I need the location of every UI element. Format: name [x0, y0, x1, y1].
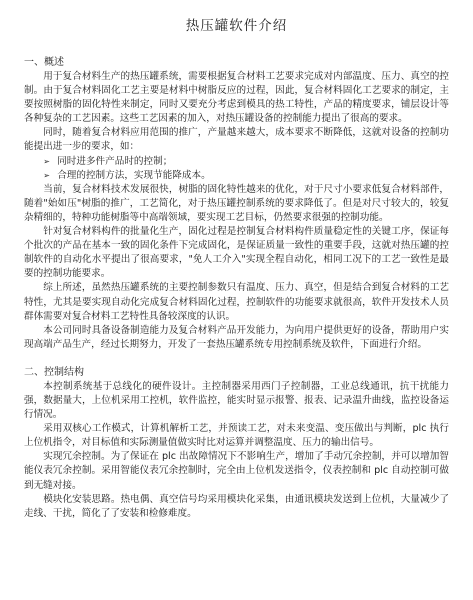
paragraph: 本控制系统基于总线化的硬件设计。主控制器采用西门子控制器，工业总线通讯，抗干扰能力强，数据量大，上位机采用工控机，软件监控，能实时显示报警、报表、记录温升曲线，监控设备运行情况。 [24, 380, 449, 421]
paragraph: 本公司同时具备设备制造能力及复合材料产品开发能力，为向用户提供更好的设备，帮助用户实现高端产品生产，经过长期努力，开发了一套热压罐系统专用控制系统及软件，下面进行介绍。 [24, 324, 449, 350]
paragraph: 实现冗余控制。为了保证在 plc 出故障情况下不影响生产，增加了手动冗余控制，并可以增加智能仪表冗余控制。采用智能仪表冗余控制时，完全由上位机发送指令，仪表控制和 plc 自动控制可做到无缝对接。 [24, 451, 449, 491]
arrow-bullet-icon: ➢ [43, 156, 50, 166]
arrow-bullet-icon: ➢ [43, 170, 50, 180]
paragraph: 综上所述，虽然热压罐系统的主要控制参数只有温度、压力、真空，但是结合到复合材料的工艺特性，尤其是要实现自动化完成复合材料固化过程，控制软件的功能要求就很高，软件开发技术人员群体需要对复合材料工艺特性具备较深度的认识。 [24, 282, 449, 322]
bullet-item [24, 169, 449, 183]
paragraph: 采用双核心工作模式，计算机解析工艺，并预读工艺，对未来变温、变压做出与判断，plc 执行上位机指令，对目标值和实际测量值做实时比对运算并调整温度、压力的输出信号。 [24, 423, 449, 449]
bullet-item [24, 155, 449, 169]
bullet-text: 合理的控制方法，实现节能降成本。 [57, 169, 211, 181]
paragraph: 模块化安装思路。热电偶、真空信号均采用模块化采集，由通讯模块发送到上位机，大量减少了走线、干扰，简化了了安装和检修难度。 [24, 493, 449, 519]
section-gap [24, 352, 449, 366]
paragraph: 当前，复合材料技术发展很快，树脂的固化特性越来的优化，对于尺寸小要求低复合材料部件，随着"始如压"树脂的推广，工艺简化，对于热压罐控制系统的要求降低了。但是对尺寸较大的，较复杂精细的，特种功能树脂等中高端领域，要实现工艺目标，仍然要求很强的控制功能。 [24, 183, 449, 223]
paragraph: 针对复合材料构件的批量化生产，固化过程是控制复合材料构件质量稳定性的关键工序，保证每个批次的产品在基本一致的固化条件下完成固化，是保证质量一致性的重要手段，这就对热压罐的控制软件的自动化水平提出了很高要求，"免人工介入"实现全程自动化，相同工况下的工艺一致性是最要的控制功能要求。 [24, 226, 449, 280]
paragraph: 同时，随着复合材料应用范围的推广，产量越来越大，成本要求不断降低，这就对设备的控制功能提出进一步的要求，如： [24, 127, 449, 153]
section-heading-overview: 一、概述 [24, 57, 64, 68]
paragraph: 用于复合材料生产的热压罐系统，需要根据复合材料工艺要求完成对内部温度、压力、真空的控制。由于复合材料固化工艺主要是材料中树脂反应的过程，因此，复合材料固化工艺要求的制定，主要按照树脂的固化特性来制定，同时又要充分考虑到模具的热工特性，产品的精度要求，铺层设计等各种复杂的工艺因素。这些工艺因素的加入，对热压罐设备的控制能力提出了很高的要求。 [24, 71, 449, 125]
section-heading-control-structure: 二、控制结构 [24, 366, 84, 378]
document-title: 热压罐软件介绍 [185, 18, 288, 34]
bullet-text: 同时进多件产品时的控制； [57, 155, 173, 167]
